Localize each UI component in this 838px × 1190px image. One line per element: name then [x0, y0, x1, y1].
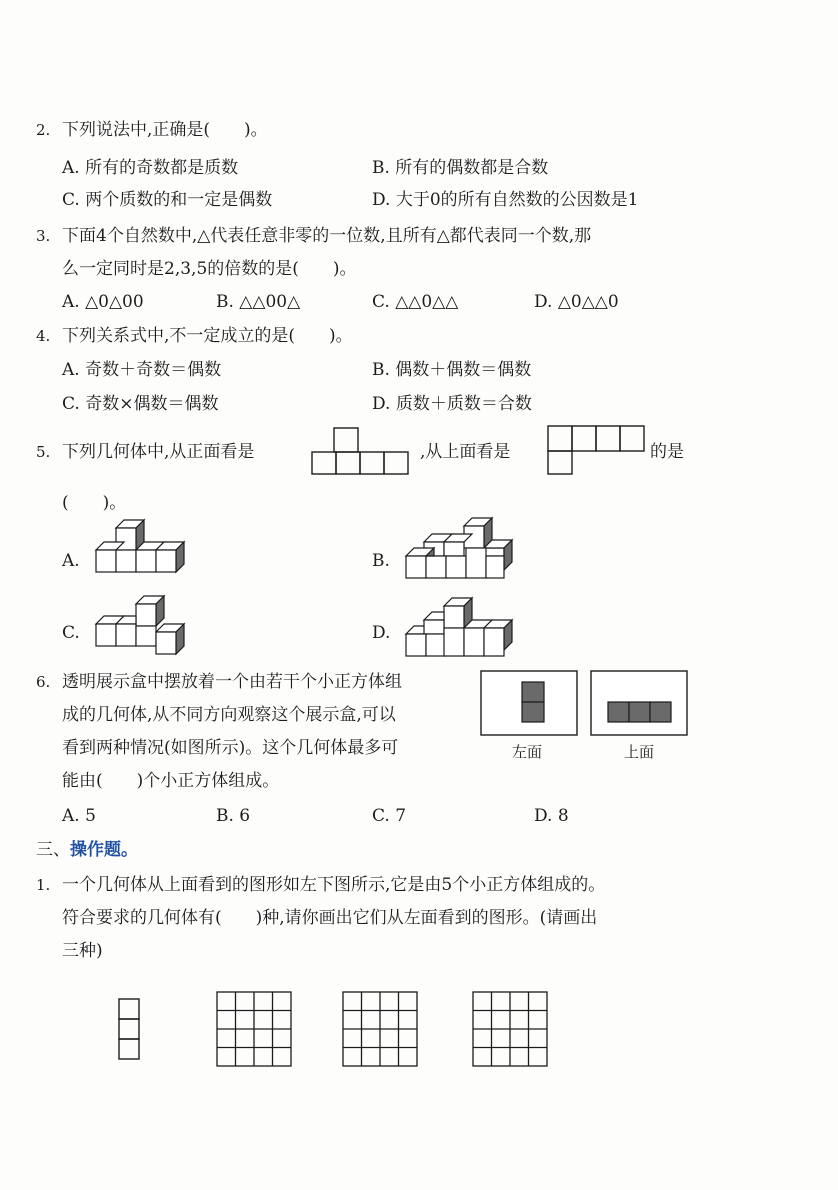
q6-number: 6.	[36, 673, 51, 691]
section-3-title: 操作题。	[70, 840, 138, 860]
op1-number: 1.	[36, 876, 51, 894]
q3-stem-line1: 下面4个自然数中,△代表任意非零的一位数,且所有△都代表同一个数,那	[62, 226, 592, 246]
op1-top-view-figure	[118, 998, 142, 1062]
q5-option-b-label: B.	[372, 551, 390, 571]
section-3-number: 三、	[36, 840, 70, 860]
q5-stem-line2: ( )。	[62, 493, 127, 513]
op1-stem-line2: 符合要求的几何体有( )种,请你画出它们从左面看到的图形。(请画出	[62, 908, 598, 928]
op1-stem-line3: 三种)	[62, 941, 103, 961]
q5-stem-part2: ,从上面看是	[420, 442, 511, 462]
q5-front-view-figure	[310, 426, 410, 476]
q3-stem-line2: 么一定同时是2,3,5的倍数的是( )。	[62, 259, 357, 279]
q5-option-a-cubes	[94, 518, 194, 574]
q3-option-c: C. △△0△△	[372, 292, 459, 312]
q6-stem-line2: 成的几何体,从不同方向观察这个展示盒,可以	[62, 705, 396, 725]
q6-stem-line4: 能由( )个小正方体组成。	[62, 771, 280, 791]
q6-option-a: A. 5	[62, 806, 96, 826]
op1-drawing-grid-3[interactable]	[472, 991, 550, 1069]
q6-option-c: C. 7	[372, 806, 407, 826]
q3-option-d: D. △0△△0	[534, 292, 619, 312]
q6-left-view-caption: 左面	[512, 743, 543, 761]
q6-option-b: B. 6	[216, 806, 251, 826]
q5-top-view-figure	[546, 424, 646, 476]
q2-number: 2.	[36, 121, 51, 139]
q5-option-d-label: D.	[372, 623, 391, 643]
q4-option-b: B. 偶数＋偶数＝偶数	[372, 360, 532, 380]
q4-option-c: C. 奇数×偶数＝偶数	[62, 394, 219, 414]
q5-option-d-cubes	[404, 594, 524, 656]
q5-stem-part3: 的是	[650, 442, 684, 462]
q6-top-view-caption: 上面	[624, 743, 655, 761]
q5-option-a-label: A.	[62, 551, 80, 571]
q5-number: 5.	[36, 443, 51, 461]
q6-stem-line1: 透明展示盒中摆放着一个由若干个小正方体组	[62, 672, 402, 692]
q3-number: 3.	[36, 227, 51, 245]
q3-option-a: A. △0△00	[62, 292, 144, 312]
q4-option-d: D. 质数＋质数＝合数	[372, 394, 532, 414]
q3-option-b: B. △△00△	[216, 292, 301, 312]
q4-option-a: A. 奇数＋奇数＝偶数	[62, 360, 222, 380]
q6-stem-line3: 看到两种情况(如图所示)。这个几何体最多可	[62, 738, 399, 758]
q4-number: 4.	[36, 327, 51, 345]
q5-option-c-label: C.	[62, 623, 80, 643]
op1-drawing-grid-2[interactable]	[342, 991, 420, 1069]
q4-stem: 下列关系式中,不一定成立的是( )。	[62, 326, 353, 346]
q2-option-a: A. 所有的奇数都是质数	[62, 158, 239, 178]
q5-stem-part1: 下列几何体中,从正面看是	[62, 442, 255, 462]
q2-option-b: B. 所有的偶数都是合数	[372, 158, 549, 178]
q6-top-view-box	[590, 670, 688, 736]
op1-drawing-grid-1[interactable]	[216, 991, 294, 1069]
q6-option-d: D. 8	[534, 806, 569, 826]
q2-option-c: C. 两个质数的和一定是偶数	[62, 190, 273, 210]
section-3-heading	[36, 839, 138, 861]
q5-option-c-cubes	[94, 594, 194, 654]
q6-left-view-box	[480, 670, 578, 736]
q2-stem: 下列说法中,正确是( )。	[62, 120, 268, 140]
op1-stem-line1: 一个几何体从上面看到的图形如左下图所示,它是由5个小正方体组成的。	[62, 875, 606, 895]
q2-option-d: D. 大于0的所有自然数的公因数是1	[372, 190, 639, 210]
q5-option-b-cubes	[404, 516, 524, 578]
